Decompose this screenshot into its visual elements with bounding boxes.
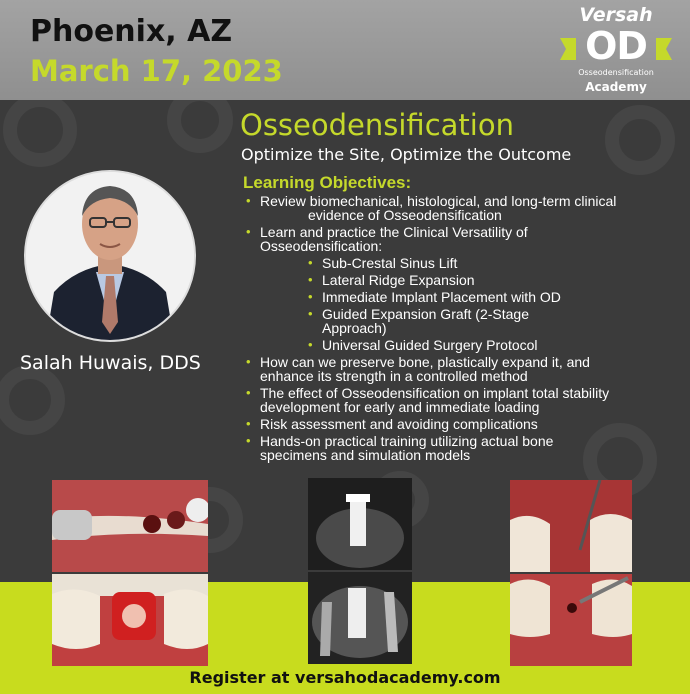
course-subtitle: Optimize the Site, Optimize the Outcome [241, 145, 572, 164]
list-item: • Review biomechanical, histological, and long-term clinical evidence of Osseodensification [244, 194, 674, 222]
logo-subtitle: Osseodensification [578, 68, 654, 77]
event-location: Phoenix, AZ [30, 14, 233, 49]
sub-list-item: • Lateral Ridge Expansion [244, 273, 674, 287]
list-item: • The effect of Osseodensification on implant total stability development for early and immediate loading [244, 386, 674, 414]
logo-mark-text: OD [585, 24, 647, 68]
speaker-photo [26, 172, 194, 340]
objectives-list [244, 194, 674, 465]
sub-list-item: • Guided Expansion Graft (2-Stage Approach) [244, 307, 674, 335]
list-item: • How can we preserve bone, plastically expand it, and enhance its strength in a controlled method [244, 355, 674, 383]
event-date: March 17, 2023 [30, 54, 283, 88]
sub-list-item: • Sub-Crestal Sinus Lift [244, 256, 674, 270]
speaker-portrait [24, 170, 196, 342]
logo-academy: Academy [585, 80, 647, 94]
clinical-photo-surgery [52, 480, 208, 572]
logo-mark [574, 26, 658, 66]
clinical-photo-drilling [510, 574, 632, 666]
list-item: • Learn and practice the Clinical Versatility of Osseodensification: [244, 225, 674, 253]
clinical-photo-guided [510, 480, 632, 572]
course-title: Osseodensification [240, 108, 514, 142]
speaker-name: Salah Huwais, DDS [20, 352, 201, 374]
sub-list-item: • Immediate Implant Placement with OD [244, 290, 674, 304]
list-item: • Risk assessment and avoiding complications [244, 417, 674, 431]
objectives-heading: Learning Objectives: [243, 173, 412, 192]
xray-implant-2 [308, 572, 412, 664]
register-link[interactable]: Register at versahodacademy.com [189, 668, 501, 687]
xray-implant-1 [308, 478, 412, 570]
versah-od-academy-logo [556, 4, 676, 100]
logo-brand: Versah [579, 4, 653, 26]
sub-list-item: • Universal Guided Surgery Protocol [244, 338, 674, 352]
clinical-photo-osteotomy [52, 574, 208, 666]
list-item: • Hands-on practical training utilizing actual bone specimens and simulation models [244, 434, 674, 462]
